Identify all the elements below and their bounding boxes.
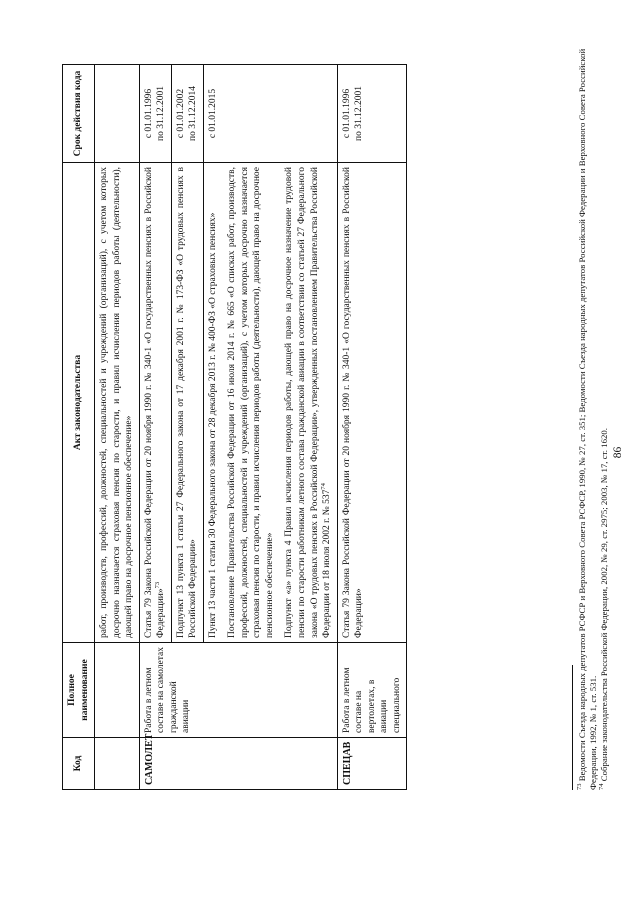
specav-full-name: Работа в летном составе на вертолетах, в авиации специального [337, 643, 407, 738]
samolet-act-1 [139, 163, 171, 643]
samolet-act-3c-text: Подпункт «а» пункта 4 Правил исчисления периодов работы, дающей право на досрочное назначение трудовой пенсии по старости работникам летного состава гражданской авиации в соответствии со статьей 27 Федерального закона «О трудовых пенсиях в Российской Федерации», утвержденных постановлением Правительства Российской Федерации от 18 июля 2002 г. № 537 [284, 167, 333, 638]
footnotes [577, 30, 610, 790]
samolet-term-2-to: по 31.12.2014 [188, 86, 199, 141]
samolet-term-1-from: с 01.01.1996 [143, 88, 154, 139]
header-full-name: Полное наименование [63, 643, 95, 738]
samolet-act-2-text: Подпункт 13 пункта 1 статьи 27 Федерального закона от 17 декабря 2001 г. № 173-ФЗ «О трудовых пенсиях в Российской Федерации» [175, 167, 199, 638]
page-number: 86 [612, 446, 624, 459]
footnote-74-marker: 74 [598, 783, 606, 790]
samolet-term-3 [203, 65, 337, 163]
footnote-74-text: Собрание законодательства Российской Федерации, 2002, № 29, ст. 2975; 2003, № 17, ст. 1620. [598, 428, 609, 782]
samolet-act-2 [171, 163, 203, 643]
specav-act-1 [337, 163, 407, 643]
samolet-term-3-from: с 01.01.2015 [207, 88, 218, 139]
header-code: Код [63, 738, 95, 790]
header-validity-term: Срок действия кода [63, 65, 95, 163]
footnote-ref-74[interactable]: 74 [319, 483, 327, 490]
continuation-name-cell [95, 643, 140, 738]
header-legislative-act: Акт законодательства [63, 163, 95, 643]
footnote-73-text: Ведомости Съезда народных депутатов РСФСР и Верховного Совета РСФСР, 1990, № 27, ст. 351; Ведомости Съезда народных депутатов Российской Федерации и Верховного Совета Российской Федерации, 1992, № 1, ст. 531. [577, 48, 598, 790]
samolet-full-name: Работа в летном составе на самолетах гражданской авиации [139, 643, 337, 738]
samolet-code: САМОЛЕТ [139, 738, 337, 790]
continuation-code-cell [95, 738, 140, 790]
samolet-act-3 [203, 163, 337, 643]
continuation-act-text: работ, производств, профессий, должностей, специальностей и учреждений (организаций), с учетом которых досрочно назначается страховая пенсия по старости, и правил исчисления периодов работы (деятельности), дающей право на досрочное пенсионное обеспечение» [99, 167, 135, 638]
samolet-term-1-to: по 31.12.2001 [156, 86, 167, 141]
specav-code: СПЕЦАВ [337, 738, 407, 790]
table-row-samolet-1 [139, 65, 171, 790]
footnote-separator [572, 665, 573, 790]
table-header-row [63, 65, 95, 790]
specav-term-1-to: по 31.12.2001 [354, 86, 365, 141]
samolet-term-2-from: с 01.01.2002 [175, 88, 186, 139]
specav-term-1-from: с 01.01.1996 [341, 88, 352, 139]
footnote-73-marker: 73 [576, 783, 584, 790]
specav-act-1-text: Статья 79 Закона Российской Федерации от 20 ноября 1990 г. № 340-1 «О государственных пенсиях в Российской Федерации» [341, 167, 365, 638]
samolet-act-3b-text: Постановление Правительства Российской Федерации от 16 июля 2014 г. № 665 «О списках работ, производств, профессий, должностей, специальностей и учреждений (организаций), с учетом которых досрочно назначается страховая пенсия по старости, и правил исчисления периодов работы (деятельности), дающей право на досрочное пенсионное обеспечение» [227, 167, 275, 638]
footnote-73 [577, 30, 599, 790]
table-row-continuation [95, 65, 140, 790]
samolet-term-1 [139, 65, 171, 163]
samolet-term-2 [171, 65, 203, 163]
continuation-term-cell [95, 65, 140, 163]
samolet-act-1-text: Статья 79 Закона Российской Федерации от 20 ноября 1990 г. № 340-1 «О государственных пенсиях в Российской Федерации» [143, 167, 167, 638]
continuation-act-cell [95, 163, 140, 643]
footnote-ref-73[interactable]: 73 [154, 581, 162, 589]
footnote-74 [599, 30, 610, 790]
table-row-specav [337, 65, 407, 790]
samolet-act-3a-text: Пункт 13 части 1 статьи 30 Федерального закона от 28 декабря 2013 г. № 400-ФЗ «О страховых пенсиях» [207, 212, 218, 638]
specav-term-1 [337, 65, 407, 163]
codes-table [62, 64, 407, 790]
